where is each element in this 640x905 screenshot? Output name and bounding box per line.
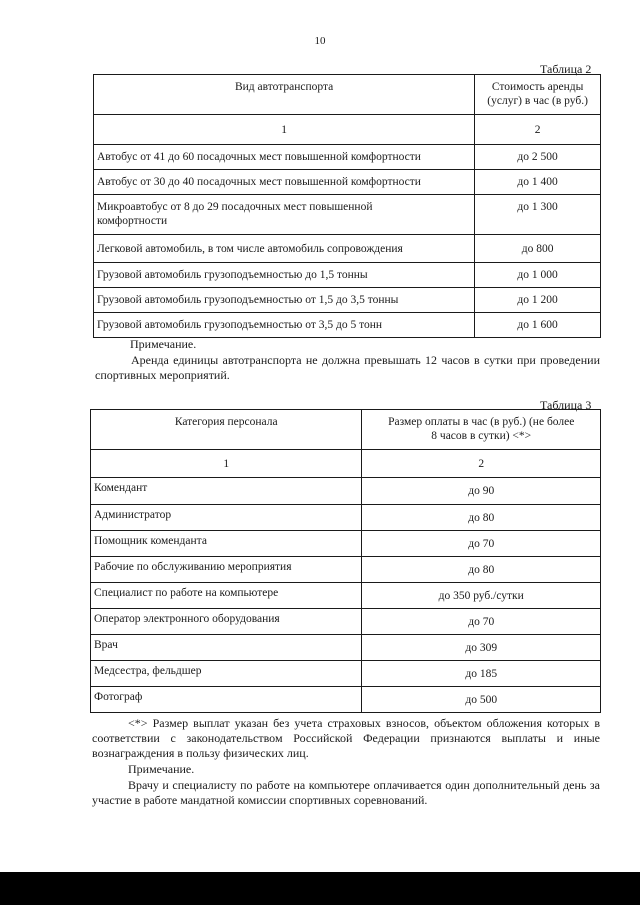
table2-row [94, 313, 601, 338]
table2-cost: до 1 200 [475, 288, 601, 313]
table3-category: Специалист по работе на компьютере [91, 583, 362, 609]
table2-cost: до 2 500 [475, 145, 601, 170]
table2-row [94, 263, 601, 288]
table2-row [94, 170, 601, 195]
table3-category: Комендант [91, 478, 362, 505]
table3-pay: до 70 [362, 609, 601, 635]
table3-pay: до 70 [362, 531, 601, 557]
table2-row [94, 145, 601, 170]
table2-vehicle: Грузовой автомобиль грузоподъемностью от 1,5 до 3,5 тонны [94, 288, 475, 313]
table3-row [91, 661, 601, 687]
table3-num-2: 2 [362, 450, 601, 478]
table3-category: Оператор электронного оборудования [91, 609, 362, 635]
table3-pay: до 80 [362, 557, 601, 583]
table3-category: Медсестра, фельдшер [91, 661, 362, 687]
table2-vehicle: Легковой автомобиль, в том числе автомобиль сопровождения [94, 235, 475, 263]
table2-header-row [94, 75, 601, 115]
table3-header-row [91, 410, 601, 450]
table2-row [94, 195, 601, 235]
table3-row [91, 478, 601, 505]
table3-pay: до 500 [362, 687, 601, 713]
table3-category: Помощник коменданта [91, 531, 362, 557]
table2-cost: до 800 [475, 235, 601, 263]
table2-cost: до 1 000 [475, 263, 601, 288]
table2-vehicle: Микроавтобус от 8 до 29 посадочных мест повышенной комфортности [94, 195, 475, 235]
table3-row [91, 505, 601, 531]
table3-footnote: <*> Размер выплат указан без учета страховых взносов, объектом обложения которых в соответствии с законодательством Российской Федерации признаются выплаты и иные вознаграждения в пользу физических лиц. [92, 716, 600, 760]
table3-row [91, 687, 601, 713]
table3-row [91, 635, 601, 661]
table2-header-vehicle: Вид автотранспорта [94, 75, 475, 115]
table3-caption: Таблица 3 [540, 398, 592, 412]
table3-header-pay: Размер оплаты в час (в руб.) (не более 8 часов в сутки) <*> [362, 410, 601, 450]
table2-num-2: 2 [475, 115, 601, 145]
table3-pay: до 185 [362, 661, 601, 687]
table2 [93, 74, 601, 338]
table2-vehicle: Автобус от 41 до 60 посадочных мест повышенной комфортности [94, 145, 475, 170]
table2-numbering-row [94, 115, 601, 145]
table3-row [91, 609, 601, 635]
table2-num-1: 1 [94, 115, 475, 145]
table3 [90, 409, 601, 713]
table2-note-title: Примечание. [130, 337, 197, 351]
table2-cost: до 1 400 [475, 170, 601, 195]
table3-num-1: 1 [91, 450, 362, 478]
table2-vehicle: Грузовой автомобиль грузоподъемностью до 1,5 тонны [94, 263, 475, 288]
table2-row [94, 235, 601, 263]
table3-numbering-row [91, 450, 601, 478]
table3-row [91, 557, 601, 583]
table2-row [94, 288, 601, 313]
table3-note-text: Врачу и специалисту по работе на компьютере оплачивается один дополнительный день за участие в работе мандатной комиссии спортивных соревнований. [92, 778, 600, 807]
table3-category: Администратор [91, 505, 362, 531]
table3-pay: до 80 [362, 505, 601, 531]
table3-row [91, 583, 601, 609]
table3-row [91, 531, 601, 557]
table2-caption: Таблица 2 [540, 62, 592, 76]
table3-category: Фотограф [91, 687, 362, 713]
table3-pay: до 90 [362, 478, 601, 505]
table2-cost: до 1 300 [475, 195, 601, 235]
table2-cost: до 1 600 [475, 313, 601, 338]
table2-vehicle: Грузовой автомобиль грузоподъемностью от 3,5 до 5 тонн [94, 313, 475, 338]
table3-pay: до 309 [362, 635, 601, 661]
table3-header-category: Категория персонала [91, 410, 362, 450]
table2-note-text: Аренда единицы автотранспорта не должна превышать 12 часов в сутки при проведении спортивных мероприятий. [95, 353, 600, 382]
page-number: 10 [314, 35, 326, 47]
table3-pay: до 350 руб./сутки [362, 583, 601, 609]
table3-note-title: Примечание. [128, 762, 195, 776]
table2-vehicle: Автобус от 30 до 40 посадочных мест повышенной комфортности [94, 170, 475, 195]
table3-category: Рабочие по обслуживанию мероприятия [91, 557, 362, 583]
table2-header-cost: Стоимость аренды (услуг) в час (в руб.) [475, 75, 601, 115]
scan-bottom-border [0, 872, 640, 905]
table3-category: Врач [91, 635, 362, 661]
